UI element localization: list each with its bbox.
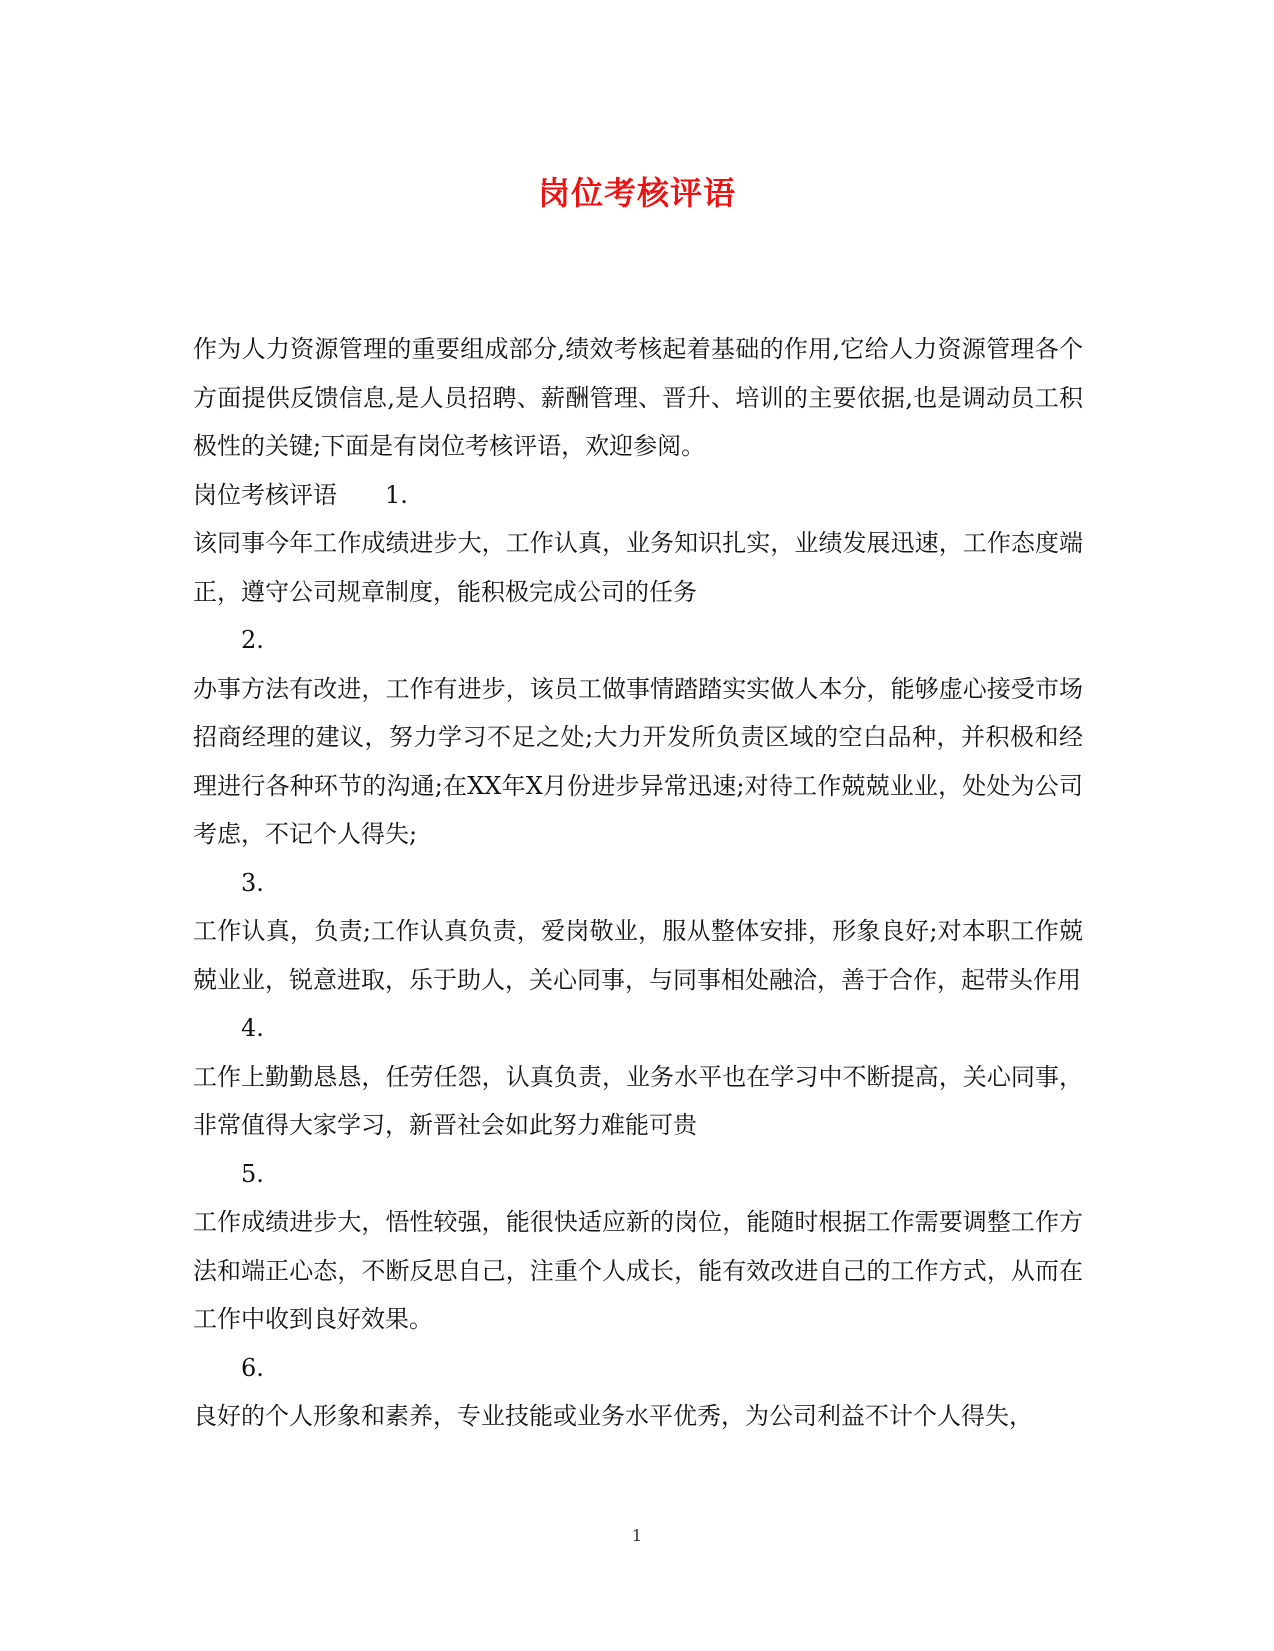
item-number-6: 6. (241, 1353, 264, 1382)
document-body (193, 325, 1083, 1441)
item-number-2: 2. (241, 626, 264, 654)
item-number-3: 3. (241, 868, 264, 897)
item-text-6: 良好的个人形象和素养，专业技能或业务水平优秀，为公司利益不计个人得失， (193, 1402, 1033, 1430)
page-number: 1 (631, 1526, 643, 1545)
document-title: 岗位考核评语 (537, 174, 736, 212)
intro-paragraph: 作为人力资源管理的重要组成部分,绩效考核起着基础的作用,它给人力资源管理各个方面提供反馈信息,是人员招聘、薪酬管理、晋升、培训的主要依据,也是调动员工积极性的关键;下面是有岗位考核评语，欢迎参阅。 (193, 335, 1083, 460)
item-number-5: 5. (241, 1159, 264, 1188)
item-text-1: 该同事今年工作成绩进步大，工作认真，业务知识扎实，业绩发展迅速，工作态度端正，遵守公司规章制度，能积极完成公司的任务 (193, 529, 1083, 606)
item-text-3: 工作认真，负责;工作认真负责，爱岗敬业，服从整体安排，形象良好;对本职工作兢兢业业，锐意进取，乐于助人，关心同事，与同事相处融洽，善于合作，起带头作用 (193, 917, 1083, 994)
item-text-5: 工作成绩进步大，悟性较强，能很快适应新的岗位，能随时根据工作需要调整工作方法和端正心态，不断反思自己，注重个人成长，能有效改进自己的工作方式，从而在工作中收到良好效果。 (193, 1208, 1083, 1333)
section-heading: 岗位考核评语 (193, 480, 337, 509)
item-text-2: 办事方法有改进，工作有进步，该员工做事情踏踏实实做人本分，能够虚心接受市场招商经理的建议，努力学习不足之处;大力开发所负责区域的空白品种，并积极和经理进行各种环节的沟通;在XX年X月份进步异常迅速;对待工作兢兢业业，处处为公司考虑，不记个人得失; (193, 674, 1083, 848)
item-number-1: 1. (385, 480, 408, 509)
item-text-4: 工作上勤勤恳恳，任劳任怨，认真负责，业务水平也在学习中不断提高，关心同事，非常值得大家学习，新晋社会如此努力难能可贵 (193, 1062, 1083, 1139)
item-number-4: 4. (241, 1014, 264, 1042)
section-heading-line (193, 471, 1083, 520)
